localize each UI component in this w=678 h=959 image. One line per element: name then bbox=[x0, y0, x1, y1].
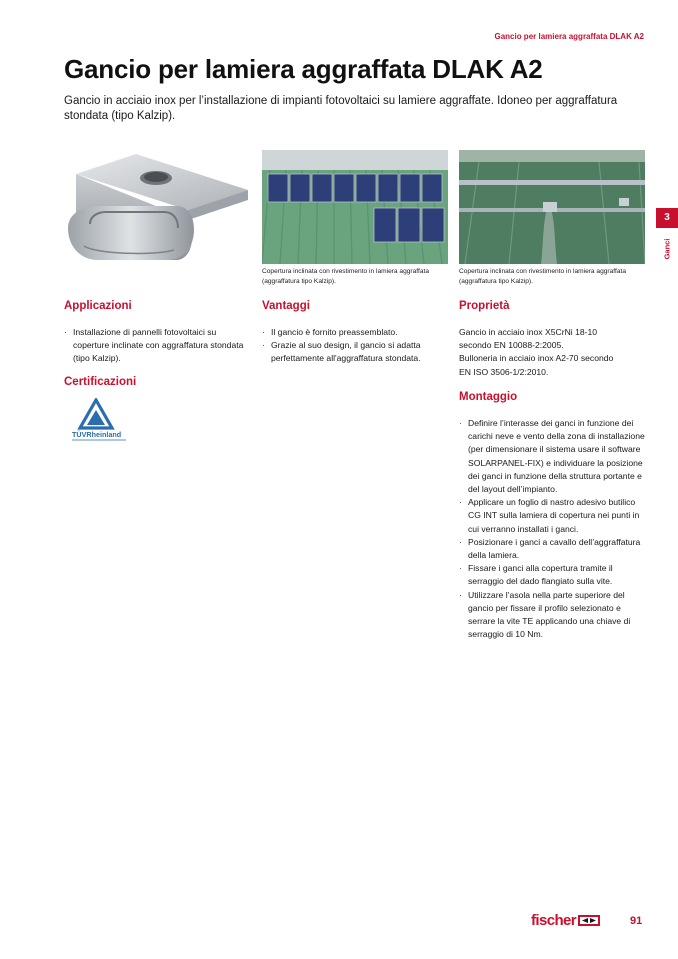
fischer-logo bbox=[531, 910, 600, 930]
proprieta-line: secondo EN 10088-2:2005. bbox=[459, 340, 564, 351]
proprieta-line: Gancio in acciaio inox X5CrNi 18-10 bbox=[459, 327, 598, 337]
montaggio-list bbox=[459, 417, 649, 641]
tuv-logo-text: TÜVRheinland bbox=[72, 430, 122, 439]
fischer-mark-icon bbox=[578, 915, 600, 926]
proprieta-heading: Proprietà bbox=[459, 300, 510, 312]
list-item: · Applicare un foglio di nastro adesivo butilico CG INT sulla lamiera di copertura nei punti in cui verranno installati i ganci. bbox=[459, 496, 649, 536]
proprieta-text bbox=[459, 326, 649, 379]
brand-name: fischer bbox=[531, 911, 576, 929]
applicazioni-heading: Applicazioni bbox=[64, 300, 132, 312]
montaggio-heading: Montaggio bbox=[459, 391, 518, 403]
roof-photo-1 bbox=[262, 150, 448, 264]
list-item: · Utilizzare l’asola nella parte superiore del gancio per fissare il profilo selezionato e serrare la vite TE applicando una chiave di serraggio di 10 Nm. bbox=[459, 589, 649, 642]
page-number: 91 bbox=[630, 915, 643, 927]
list-item: · Fissare i ganci alla copertura tramite il serraggio del dado flangiato sulla vite. bbox=[459, 562, 649, 588]
list-item: · Definire l’interasse dei ganci in funzione dei carichi neve e vento della zona di installazione (per dimensionare il sistema usare il software SOLARPANEL-FIX) e individuare la posizione dei ganci in funzione della struttura portante e del layout dell’impianto. bbox=[459, 417, 649, 496]
proprieta-line: Bulloneria in acciaio inox A2-70 secondo bbox=[459, 353, 614, 364]
applicazioni-list bbox=[64, 326, 246, 366]
clamp-product-image bbox=[64, 150, 252, 264]
list-item: · Grazie al suo design, il gancio si adatta perfettamente all'aggraffatura stondata. bbox=[262, 339, 448, 365]
roof-photo-2 bbox=[459, 150, 645, 264]
roof-photo-1-caption: Copertura inclinata con rivestimento in lamiera aggraffata (aggraffatura tipo Kalzip). bbox=[262, 268, 430, 285]
chapter-tab-number[interactable]: 3 bbox=[656, 208, 678, 228]
tuv-rheinland-logo bbox=[72, 398, 128, 442]
list-item: · Posizionare i ganci a cavallo dell’aggraffatura della lamiera. bbox=[459, 536, 649, 562]
vantaggi-heading: Vantaggi bbox=[262, 300, 310, 312]
certificazioni-heading: Certificazioni bbox=[64, 376, 137, 388]
list-item: · Installazione di pannelli fotovoltaici su coperture inclinate con aggraffatura stondata (tipo Kalzip). bbox=[64, 326, 246, 366]
proprieta-line: EN ISO 3506-1/2:2010. bbox=[459, 366, 549, 377]
chapter-tab-label: Ganci bbox=[662, 238, 672, 260]
vantaggi-list bbox=[262, 326, 448, 366]
list-item: · Il gancio è fornito preassemblato. bbox=[262, 326, 448, 339]
running-header: Gancio per lamiera aggraffata DLAK A2 bbox=[494, 32, 644, 41]
roof-photo-2-caption: Copertura inclinata con rivestimento in lamiera aggraffata (aggraffatura tipo Kalzip). bbox=[459, 268, 627, 285]
page-title: Gancio per lamiera aggraffata DLAK A2 bbox=[64, 54, 543, 84]
intro-text: Gancio in acciaio inox per l’installazione di impianti fotovoltaici su lamiere aggraffate. Idoneo per aggraffatura stondata (tipo Kalzip). bbox=[64, 95, 618, 122]
